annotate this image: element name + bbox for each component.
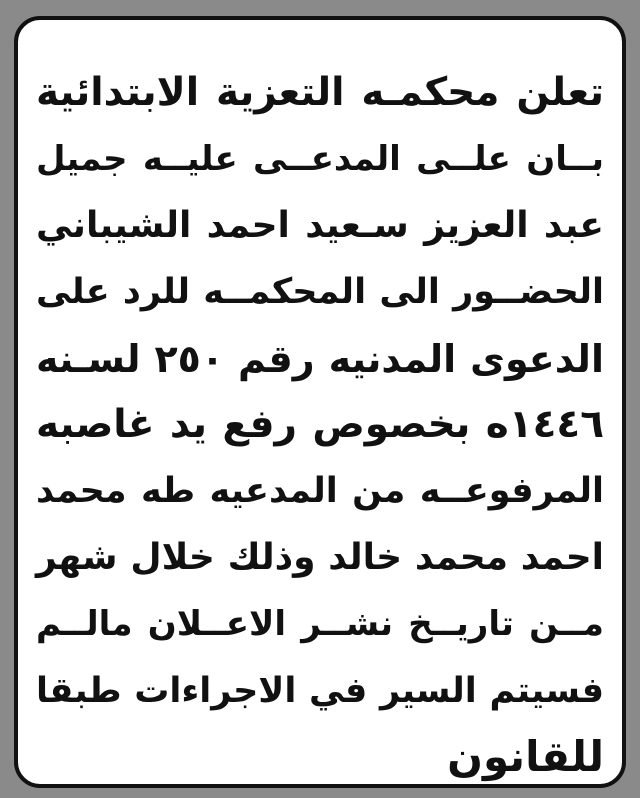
notice-line-3: عبد العزيز سـعيد احمد الشيباني <box>36 204 604 246</box>
notice-line-7: المرفوعــه من المدعيه طه محمد <box>36 471 604 512</box>
notice-line-2: بــان علــى المدعــى عليــه جميل <box>36 139 604 180</box>
notice-line-1: تعلن محكمـه التعزية الابتدائية <box>36 70 604 115</box>
notice-line-11: للقانون <box>447 731 604 781</box>
notice-line-9: مــن تاريــخ نشــر الاعــلان مالــم <box>36 604 604 645</box>
notice-line-8: احمد محمد خالد وذلك خلال شهر <box>36 536 604 578</box>
notice-card <box>14 16 626 788</box>
notice-line-5: الدعوى المدنيه رقم ٢٥٠ لسـنه <box>36 336 604 381</box>
notice-line-4: الحضــور الى المحكمــه للرد على <box>36 272 604 313</box>
notice-line-6: ١٤٤٦ه بخصوص رفع يد غاصبه <box>36 401 604 447</box>
notice-line-10: فسيتم السير في الاجراءات طبقا <box>36 670 604 711</box>
notice-text <box>36 60 604 790</box>
